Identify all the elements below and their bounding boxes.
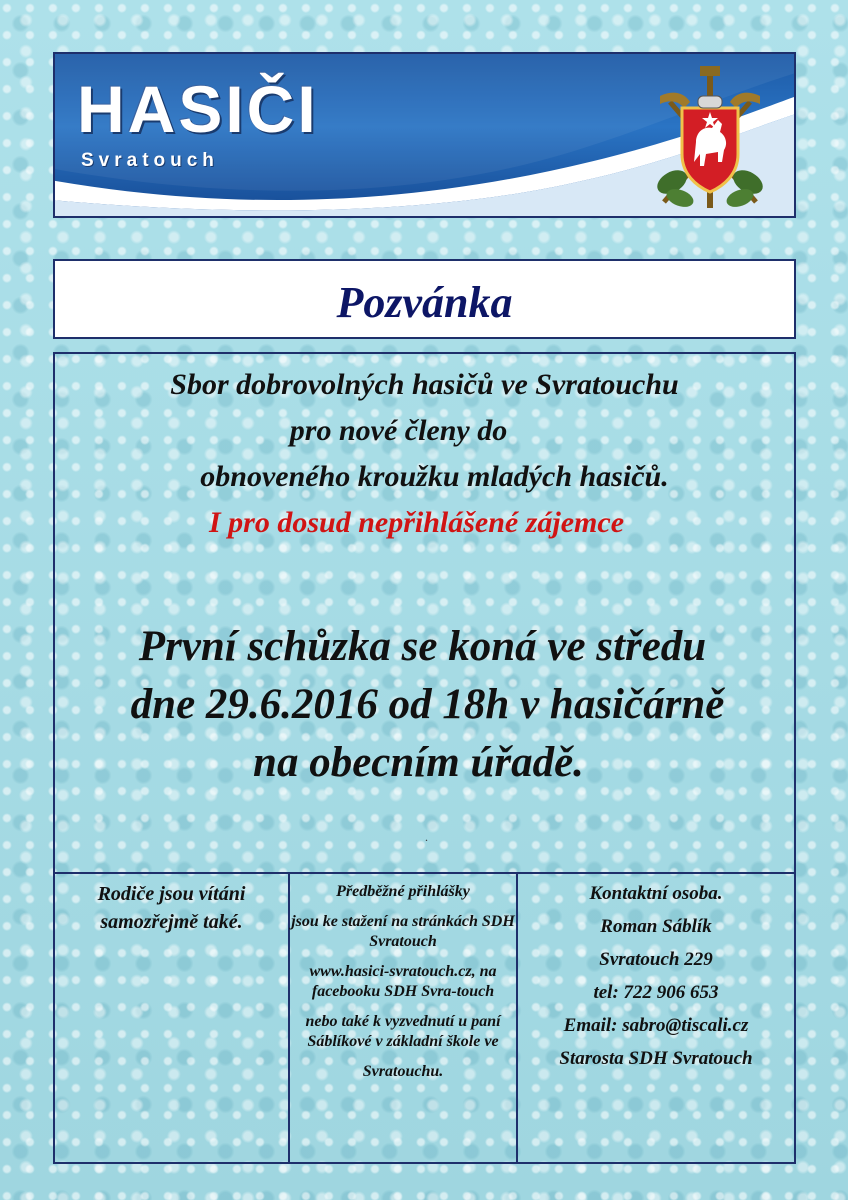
- meeting-line: dne 29.6.2016 od 18h v hasičárně: [130, 681, 725, 728]
- contact-address: Svratouch 229: [599, 949, 713, 970]
- header-banner: [53, 52, 796, 218]
- applications-line: jsou ke stažení na stránkách SDH Svratouch: [291, 913, 515, 950]
- parents-column: [55, 874, 290, 1162]
- contact-email: Email: sabro@tiscali.cz: [563, 1015, 749, 1036]
- stray-dot: .: [425, 830, 428, 844]
- meeting-details: [55, 618, 794, 792]
- coat-of-arms-icon: [650, 62, 770, 212]
- brand-title: HASIČI: [77, 72, 319, 146]
- title-box: [53, 259, 796, 339]
- contact-name: Roman Sáblík: [600, 916, 712, 937]
- applications-column: [290, 874, 518, 1162]
- intro-line: pro nové členy do: [289, 414, 508, 447]
- contact-phone: tel: 722 906 653: [593, 982, 719, 1003]
- invitation-body: [53, 352, 796, 874]
- info-columns: [53, 872, 796, 1164]
- brand-subtitle: Svratouch: [81, 150, 219, 171]
- parents-line: samozřejmě také.: [100, 911, 243, 933]
- intro-line: obnoveného kroužku mladých hasičů.: [200, 460, 669, 493]
- intro-text: [55, 354, 794, 546]
- contact-heading: Kontaktní osoba.: [589, 883, 723, 904]
- parents-line: Rodiče jsou vítáni: [97, 883, 246, 905]
- meeting-line: na obecním úřadě.: [253, 739, 584, 786]
- meeting-line: První schůzka se koná ve středu: [138, 623, 707, 670]
- contact-column: [518, 874, 794, 1162]
- applications-line: nebo také k vyzvednutí u paní Sáblíkové v základní škole ve: [305, 1013, 501, 1050]
- contact-role: Starosta SDH Svratouch: [559, 1048, 753, 1069]
- applications-line: Předběžné přihlášky: [336, 883, 470, 900]
- applications-line: www.hasici-svratouch.cz, na facebooku SDH Svra-touch: [309, 963, 497, 1000]
- intro-line: Sbor dobrovolných hasičů ve Svratouchu: [170, 368, 679, 401]
- page-title: Pozvánka: [336, 278, 513, 327]
- applications-line: Svratouchu.: [362, 1063, 444, 1080]
- highlight-line: I pro dosud nepřihlášené zájemce: [208, 506, 625, 539]
